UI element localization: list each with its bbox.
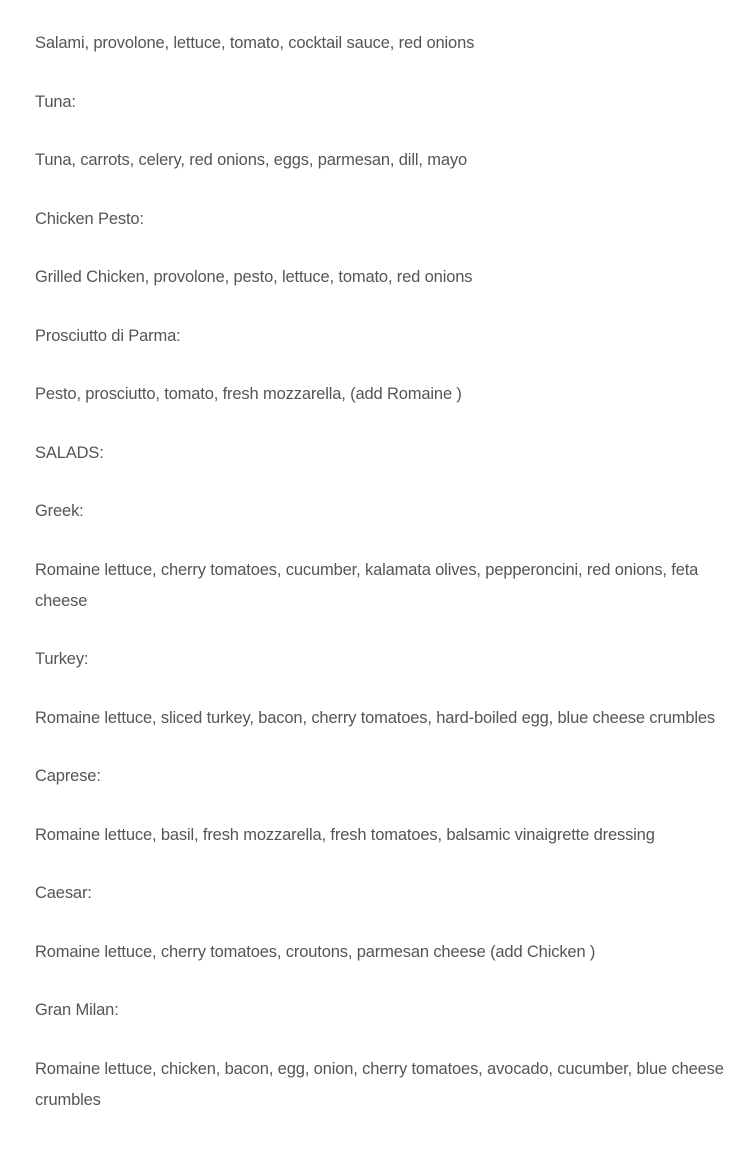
ingredients-text: Grilled Chicken, provolone, pesto, lettuce, tomato, red onions [35,268,473,286]
ingredients-text: Romaine lettuce, sliced turkey, bacon, cherry tomatoes, hard-boiled egg, blue cheese crumbles [35,708,716,727]
ingredients-text: Romaine lettuce, chicken, bacon, egg, onion, cherry tomatoes, avocado, cucumber, blue cheese crumbles [35,1059,724,1109]
ingredients-text: Pesto, prosciutto, tomato, fresh mozzarella, (add Romaine ) [35,385,462,403]
item-name: Caprese: [35,767,101,785]
section-heading: SALADS: [35,443,104,462]
menu-content [35,28,725,1116]
item-name: Prosciutto di Parma: [35,326,181,345]
item-name: Caesar: [35,884,92,902]
item-name: Greek: [35,502,84,520]
item-name: Turkey: [35,650,89,668]
ingredients-text: Romaine lettuce, basil, fresh mozzarella, fresh tomatoes, balsamic vinaigrette dressing [35,825,655,844]
item-name: Chicken Pesto: [35,209,144,228]
item-name: Tuna: [35,92,76,111]
ingredients-text: Romaine lettuce, cherry tomatoes, croutons, parmesan cheese (add Chicken ) [35,942,596,961]
ingredients-text: Tuna, carrots, celery, red onions, eggs, parmesan, dill, mayo [35,151,467,169]
ingredients-text: Romaine lettuce, cherry tomatoes, cucumber, kalamata olives, pepperoncini, red onions, feta cheese [35,560,699,610]
ingredients-text: Salami, provolone, lettuce, tomato, cocktail sauce, red onions [35,34,475,52]
item-name: Gran Milan: [35,1001,119,1019]
